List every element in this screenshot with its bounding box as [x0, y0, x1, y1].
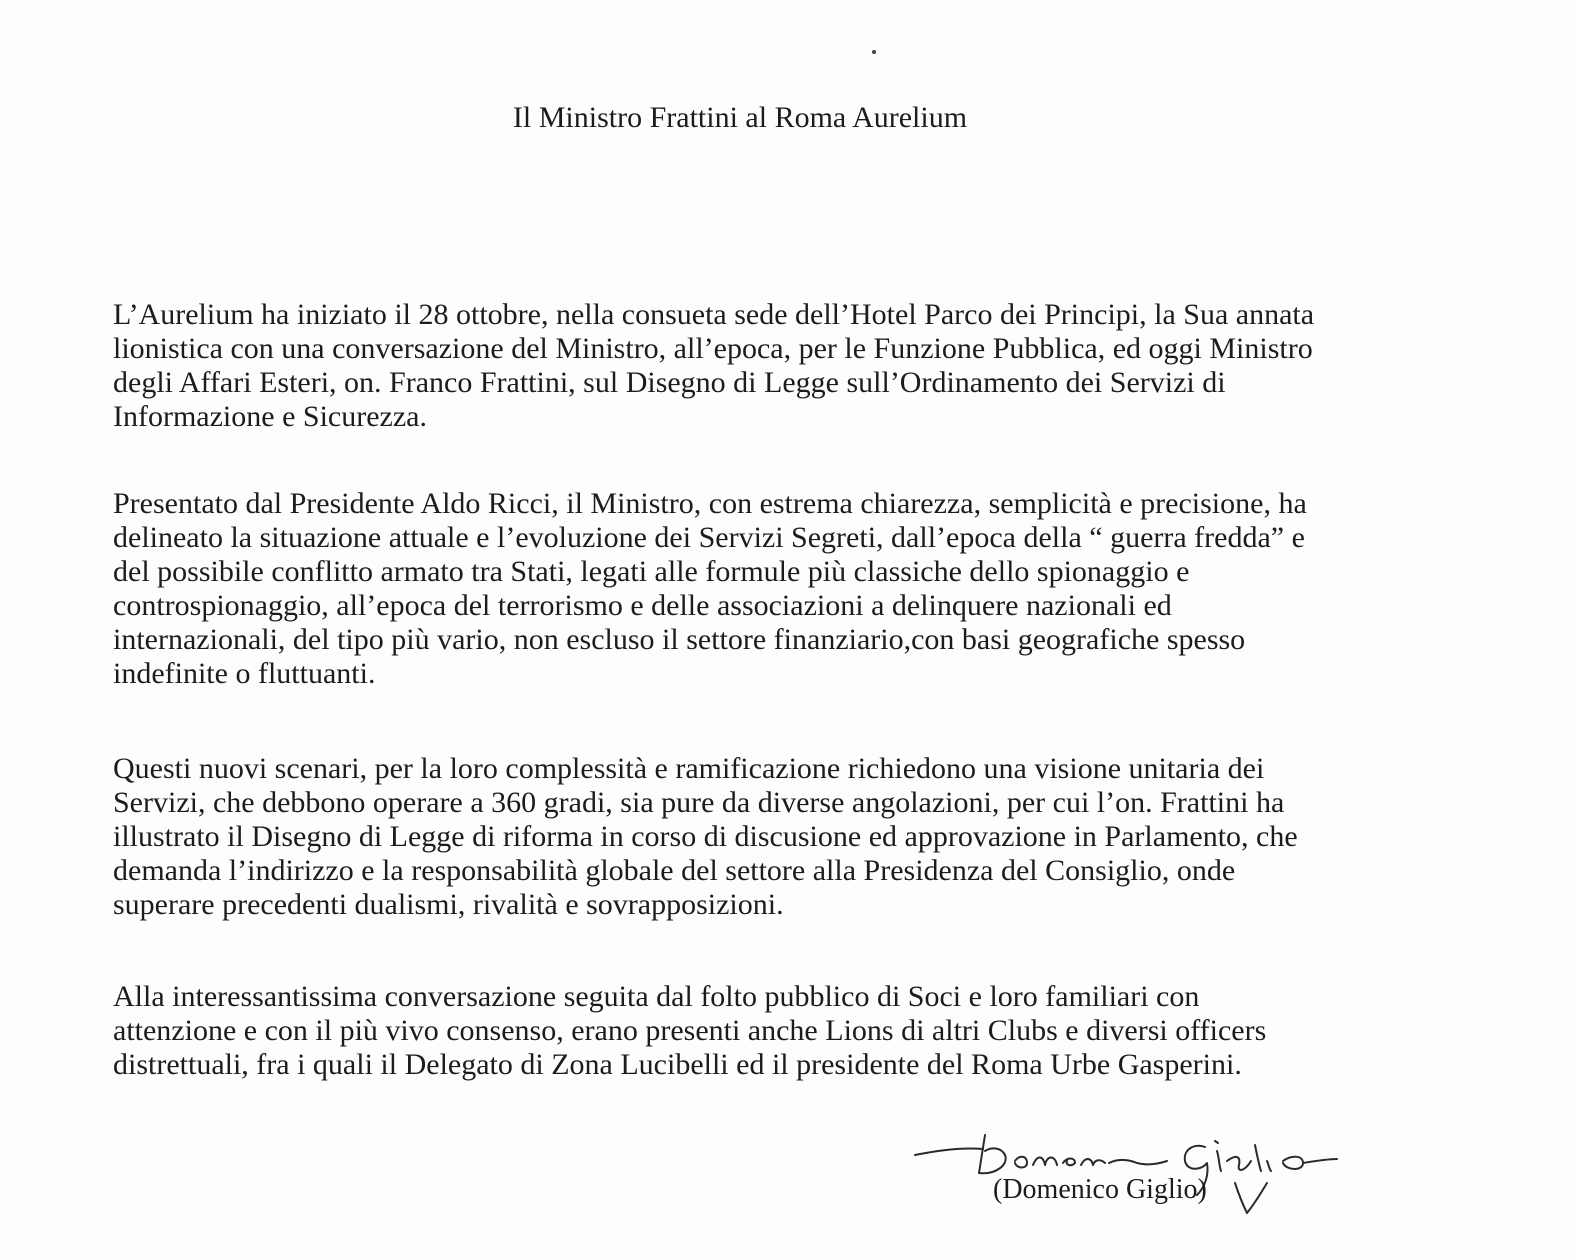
paragraph-line: delineato la situazione attuale e l’evoluzione dei Servizi Segreti, dall’epoca della “ guerra fredda” e: [113, 521, 1305, 554]
paragraph-line: controspionaggio, all’epoca del terrorismo e delle associazioni a delinquere nazionali ed: [113, 589, 1172, 622]
paragraph-1: [113, 298, 1314, 434]
paragraph-line: Informazione e Sicurezza.: [113, 400, 427, 433]
paragraph-line: del possibile conflitto armato tra Stati, legati alle formule più classiche dello spionaggio e: [113, 555, 1190, 588]
paragraph-line: Presentato dal Presidente Aldo Ricci, il Ministro, con estrema chiarezza, semplicità e precisione, ha: [113, 487, 1307, 520]
paragraph-line: superare precedenti dualismi, rivalità e sovrapposizioni.: [113, 888, 784, 921]
paragraph-line: lionistica con una conversazione del Ministro, all’epoca, per le Funzione Pubblica, ed oggi Ministro: [113, 332, 1313, 365]
paragraph-line: Alla interessantissima conversazione seguita dal folto pubblico di Soci e loro familiari con: [113, 980, 1200, 1013]
paragraph-line: L’Aurelium ha iniziato il 28 ottobre, nella consueta sede dell’Hotel Parco dei Principi, la Sua annata: [113, 298, 1315, 331]
signature-block: [905, 1125, 1395, 1235]
document-title: Il Ministro Frattini al Roma Aurelium: [512, 101, 968, 134]
paragraph-line: Questi nuovi scenari, per la loro complessità e ramificazione richiedono una visione unitaria dei: [113, 752, 1265, 785]
paragraph-line: indefinite o fluttuanti.: [113, 657, 376, 690]
paragraph-line: internazionali, del tipo più vario, non escluso il settore finanziario,con basi geografiche spesso: [113, 623, 1246, 656]
scan-speck: [872, 50, 876, 54]
paragraph-4: [113, 980, 1266, 1082]
paragraph-line: distrettuali, fra i quali il Delegato di Zona Lucibelli ed il presidente del Roma Urbe Gasperini.: [113, 1048, 1242, 1081]
paragraph-line: attenzione e con il più vivo consenso, erano presenti anche Lions di altri Clubs e diversi officers: [113, 1014, 1267, 1047]
printed-signature-name: (Domenico Giglio): [993, 1174, 1207, 1205]
paragraph-line: degli Affari Esteri, on. Franco Frattini, sul Disegno di Legge sull’Ordinamento dei Servizi di: [113, 366, 1226, 399]
paragraph-line: demanda l’indirizzo e la responsabilità globale del settore alla Presidenza del Consiglio, onde: [113, 854, 1236, 887]
paragraph-2: [113, 487, 1307, 691]
paragraph-line: Servizi, che debbono operare a 360 gradi, sia pure da diverse angolazioni, per cui l’on. Frattini ha: [113, 786, 1285, 819]
paragraph-line: illustrato il Disegno di Legge di riforma in corso di discusione ed approvazione in Parlamento, che: [113, 820, 1298, 853]
paragraph-3: [113, 752, 1298, 922]
